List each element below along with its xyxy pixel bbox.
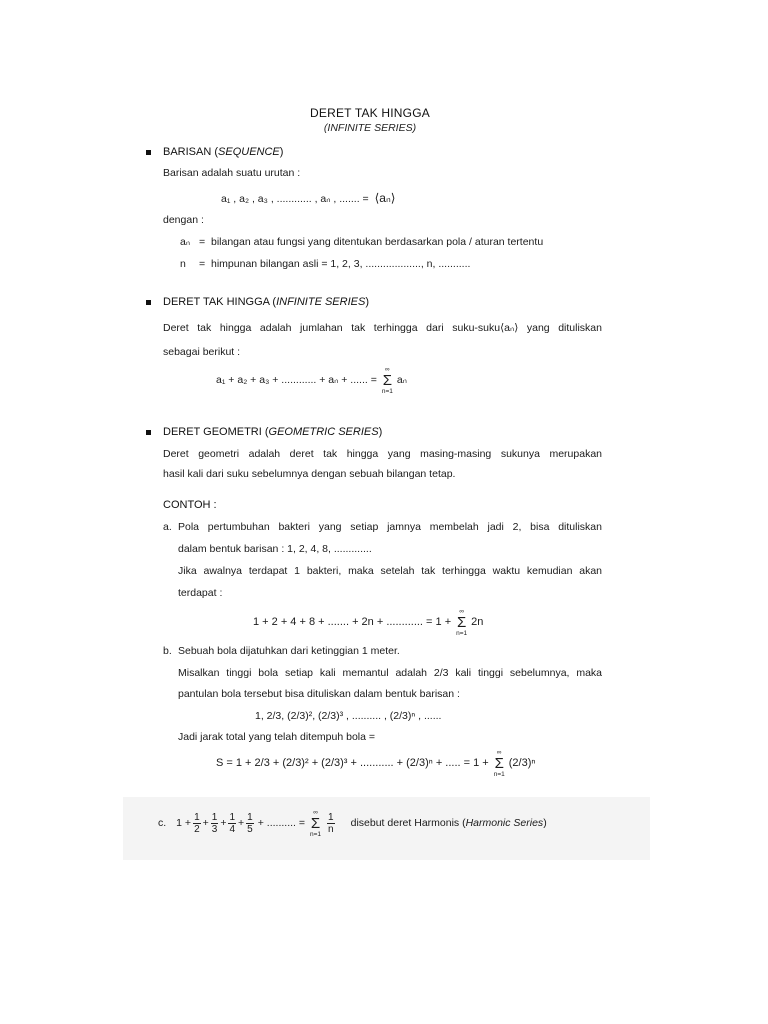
page-title: DERET TAK HINGGA [310, 106, 430, 120]
bullet-marker [146, 430, 151, 435]
summation [494, 749, 505, 778]
sum-body: (2/3)ⁿ [508, 757, 536, 769]
sigma-symbol: Σ [494, 754, 504, 772]
definition-text: bilangan atau fungsi yang ditentukan berdasarkan pola / aturan tertentu [211, 236, 544, 248]
sum-upper-limit: ∞ [496, 748, 502, 756]
formula-lhs: S = 1 + 2/3 + (2/3)² + (2/3)³ + ........... + (2/3)ⁿ + ..... = 1 + [216, 757, 489, 769]
sigma-symbol: Σ [382, 371, 392, 389]
infinite-series-formula [216, 364, 407, 396]
heading-close: ) [378, 426, 383, 438]
heading-english-term: GEOMETRIC SERIES [268, 426, 379, 438]
examples-label: CONTOH : [163, 499, 217, 511]
heading-english-term: SEQUENCE [218, 146, 280, 158]
bullet-marker [146, 300, 151, 305]
definition-equals: = [199, 236, 206, 248]
section-heading-deret-tak-hingga [163, 295, 369, 309]
harmonic-series-formula [158, 809, 547, 837]
sum-lower-limit: n=1 [381, 387, 393, 395]
example-line: Jadi jarak total yang telah ditempuh bola = [178, 731, 376, 743]
note-close: ) [543, 817, 547, 829]
example-line: terdapat : [178, 587, 223, 599]
sequence-terms: a₁ , a₂ , a₃ , ............ , aₙ , ....... = [221, 193, 369, 205]
fraction-denominator: 2 [194, 823, 200, 835]
example-marker-b: b. [163, 645, 172, 657]
with-label: dengan : [163, 214, 204, 226]
plus-sign: + [202, 817, 209, 829]
paragraph-line: sebagai berikut : [163, 346, 241, 358]
fraction-term [228, 812, 236, 835]
sequence-formula [221, 191, 395, 206]
heading-english-term: INFINITE SERIES [276, 296, 366, 308]
definition-row [180, 235, 543, 249]
definition-text: himpunan bilangan asli = 1, 2, 3, ..................., n, ........... [211, 258, 471, 270]
fraction-term [193, 812, 201, 835]
bullet-marker [146, 150, 151, 155]
fraction-denominator: 4 [229, 823, 236, 835]
formula-lhs: 1 + 2 + 4 + 8 + ....... + 2n + ............ = 1 + [253, 616, 452, 628]
bacteria-series-formula [253, 606, 483, 638]
fraction-numerator: 1 [328, 811, 334, 823]
sum-upper-limit: ∞ [385, 365, 390, 373]
summation [310, 809, 321, 838]
sum-lower-limit: n=1 [456, 629, 468, 637]
heading-close: ) [365, 296, 369, 308]
barisan-intro: Barisan adalah suatu urutan : [163, 167, 301, 179]
sum-upper-limit: ∞ [313, 808, 318, 816]
sum-lower-limit: n=1 [310, 830, 322, 838]
fraction-numerator: 1 [194, 811, 200, 823]
summation [382, 366, 393, 395]
sum-body: 2n [471, 616, 484, 628]
fraction-denominator: n [328, 823, 334, 835]
sigma-symbol: Σ [310, 814, 321, 832]
definition-symbol: aₙ [180, 236, 191, 248]
formula-tail: + .......... = [257, 817, 306, 829]
plus-sign: + [238, 817, 245, 829]
fraction-numerator: 1 [211, 811, 218, 823]
formula-lead: 1 + [176, 817, 192, 829]
heading-close: ) [279, 146, 284, 158]
example-line: pantulan bola tersebut bisa dituliskan dalam bentuk barisan : [178, 688, 460, 700]
sum-body: aₙ [396, 374, 407, 386]
section-heading-barisan [163, 145, 283, 159]
fraction-denominator: 3 [211, 823, 218, 835]
summation [456, 608, 467, 637]
ball-distance-formula [216, 747, 535, 779]
definition-equals: = [199, 258, 206, 270]
example-line: Pola pertumbuhan bakteri yang setiap jamnya membelah jadi 2, bisa dituliskan [178, 521, 602, 533]
note-text: disebut deret Harmonis ( [350, 817, 466, 829]
paragraph-line: hasil kali dari suku sebelumnya dengan sebuah bilangan tetap. [163, 468, 456, 480]
definition-symbol: n [180, 258, 186, 270]
paragraph-line: Deret tak hingga adalah jumlahan tak terhingga dari suku-suku⟨aₙ⟩ yang dituliskan [163, 322, 602, 334]
heading-text: DERET TAK HINGGA ( [163, 296, 277, 308]
fraction-denominator: 5 [247, 823, 253, 835]
sum-lower-limit: n=1 [493, 770, 505, 778]
sequence-notation: ⟨aₙ⟩ [374, 191, 396, 205]
fraction-numerator: 1 [229, 811, 236, 823]
definition-row [180, 257, 470, 271]
sigma-symbol: Σ [457, 613, 467, 631]
fraction-term [327, 812, 335, 835]
plus-sign: + [220, 817, 227, 829]
heading-text: BARISAN ( [163, 146, 219, 158]
example-line: Misalkan tinggi bola setiap kali memantul adalah 2/3 kali tinggi sebelumnya, maka [178, 667, 602, 679]
page-subtitle: (INFINITE SERIES) [323, 122, 417, 134]
example-line: dalam bentuk barisan : 1, 2, 4, 8, ............. [178, 543, 372, 555]
harmonic-note [351, 817, 547, 829]
paragraph-line: Deret geometri adalah deret tak hingga yang masing-masing sukunya merupakan [163, 448, 602, 460]
note-english-term: Harmonic Series [465, 817, 544, 829]
section-heading-deret-geometri [163, 425, 382, 439]
fraction-term [246, 812, 254, 835]
example-line: Jika awalnya terdapat 1 bakteri, maka setelah tak terhingga waktu kemudian akan [178, 565, 602, 577]
heading-text: DERET GEOMETRI ( [163, 426, 269, 438]
formula-lhs: a₁ + a₂ + a₃ + ............ + aₙ + ...... = [216, 374, 377, 386]
ball-height-sequence: 1, 2/3, (2/3)², (2/3)³ , .......... , (2/3)ⁿ , ...... [255, 710, 442, 722]
fraction-numerator: 1 [247, 811, 253, 823]
example-marker-c: c. [158, 817, 167, 829]
fraction-term [211, 812, 219, 835]
example-marker-a: a. [163, 521, 172, 533]
sum-upper-limit: ∞ [459, 607, 464, 615]
example-line: Sebuah bola dijatuhkan dari ketinggian 1 meter. [178, 645, 400, 657]
